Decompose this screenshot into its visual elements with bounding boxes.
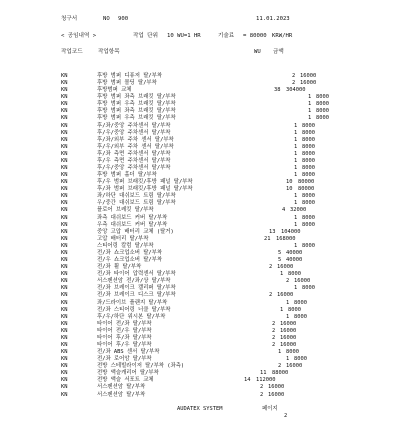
item-description: 플로어 브레킷 탈/부착 [97, 207, 154, 214]
item-description: 후방 범퍼 홀더 탈/부착 [97, 172, 157, 179]
item-description: 후방 범퍼 좌측 브래킷 탈/부착 [97, 94, 176, 101]
list-item [0, 278, 400, 285]
item-code: KN [61, 278, 68, 285]
item-description: 서스펜션암 전/좌/상 탈/부착 [97, 278, 171, 285]
item-wu: 1 [294, 157, 298, 164]
item-amount: 104000 [281, 228, 301, 235]
item-amount: 8000 [302, 129, 315, 136]
item-code: KN [61, 228, 68, 235]
list-item [0, 300, 400, 307]
list-item [0, 215, 400, 222]
item-amount: 8000 [302, 200, 315, 207]
item-wu: 1 [278, 349, 282, 356]
list-item [0, 236, 400, 243]
item-amount: 16000 [280, 341, 297, 348]
item-description: 후/우 측면 주차센서 탈/부착 [97, 157, 171, 164]
item-description: 전/좌 로어암 탈/부착 [97, 356, 152, 363]
item-wu: 1 [294, 129, 298, 136]
item-description: 전/좌 휠 탈/부착 [97, 264, 142, 271]
item-code: KN [61, 214, 68, 221]
doc-no-value: 900 [118, 16, 129, 22]
item-wu: 2 [260, 391, 264, 398]
item-code: KN [61, 186, 68, 193]
item-description: 후방 범퍼 좌측 브래킷 탈/부착 [97, 108, 176, 115]
item-amount: 8000 [316, 115, 329, 122]
item-description: 서스펜션암 탈/부착 [97, 384, 146, 391]
item-code: KN [61, 349, 68, 356]
item-code: KN [61, 363, 68, 370]
item-description: 좌/드라이브 플랜지 탈/부착 [97, 299, 168, 306]
item-code: KN [61, 384, 68, 391]
list-item [0, 101, 400, 108]
item-amount: 16000 [300, 80, 317, 87]
list-item [0, 377, 400, 384]
list-item [0, 130, 400, 137]
list-item [0, 94, 400, 101]
item-code: KN [61, 87, 68, 94]
item-code: KN [61, 235, 68, 242]
item-code: KN [61, 157, 68, 164]
item-amount: 8000 [302, 242, 315, 249]
item-description: 후/우/중앙 주차센서 탈/부착 [97, 165, 171, 172]
list-item [0, 384, 400, 391]
page-number: 2 [284, 413, 288, 419]
item-description: 고압 배터리 탈/부착 [97, 235, 149, 242]
list-item [0, 207, 400, 214]
item-wu: 2 [272, 320, 276, 327]
item-amount: 112000 [256, 377, 276, 384]
item-wu: 1 [308, 108, 312, 115]
item-code: KN [61, 285, 68, 292]
item-wu: 1 [294, 200, 298, 207]
item-amount: 16000 [280, 327, 297, 334]
item-wu: 38 [274, 87, 281, 94]
item-amount: 8000 [302, 157, 315, 164]
item-code: KN [61, 94, 68, 101]
item-wu: 1 [286, 313, 290, 320]
list-item [0, 328, 400, 335]
item-wu: 1 [294, 193, 298, 200]
item-description: 중앙 고압 배터리 교체 (탈거) [97, 228, 174, 235]
list-item [0, 307, 400, 314]
item-amount: 80000 [298, 186, 315, 193]
list-item [0, 370, 400, 377]
item-code: KN [61, 150, 68, 157]
item-amount: 8000 [302, 221, 315, 228]
item-description: 스티어링 칼럼 탈/부착 [97, 242, 154, 249]
item-description: 후방 범퍼 우측 브래킷 탈/부착 [97, 101, 176, 108]
item-code: KN [61, 172, 68, 179]
item-amount: 8000 [288, 271, 301, 278]
item-description: 타이어 후/우 탈/부착 [97, 341, 152, 348]
page-footer [0, 406, 400, 419]
item-code: KN [61, 391, 68, 398]
item-description: 전방 스테빌라이저 탈/부착 (좌측) [97, 363, 185, 370]
list-item [0, 356, 400, 363]
item-wu: 13 [269, 228, 276, 235]
item-wu: 1 [294, 143, 298, 150]
column-header-code: 작업코드 [61, 49, 83, 55]
list-item [0, 363, 400, 370]
item-description: 후방범퍼 교체 [97, 87, 132, 94]
item-code: KN [61, 356, 68, 363]
item-description: 타이어 후/좌 탈/부착 [97, 334, 152, 341]
item-amount: 168000 [276, 235, 296, 242]
item-amount: 88000 [272, 370, 289, 377]
item-wu: 2 [272, 334, 276, 341]
list-item [0, 73, 400, 80]
item-wu: 1 [294, 221, 298, 228]
list-item [0, 285, 400, 292]
item-wu: 2 [272, 327, 276, 334]
item-wu: 1 [294, 172, 298, 179]
list-item [0, 335, 400, 342]
doc-date: 11.01.2023 [256, 16, 290, 22]
item-description: 후/우/하단 위시본 탈/부착 [97, 313, 166, 320]
item-wu: 2 [260, 384, 264, 391]
item-description: 좌/하단 대쉬보드 트림 탈/부착 [97, 193, 176, 200]
item-amount: 32000 [290, 207, 307, 214]
item-amount: 16000 [280, 334, 297, 341]
doc-no-label: NO [103, 16, 110, 22]
item-amount: 8000 [302, 193, 315, 200]
item-description: 전/좌 ABS 센서 탈/부착 [97, 349, 160, 356]
item-description: 우측 대쉬보드 커버 탈/부착 [97, 221, 168, 228]
rate-value: = 80000 [243, 33, 267, 39]
item-wu: 1 [294, 136, 298, 143]
item-amount: 8000 [316, 94, 329, 101]
item-wu: 1 [294, 214, 298, 221]
item-amount: 8000 [302, 136, 315, 143]
item-description: 전/좌 타이어 압력센서 탈/부착 [97, 271, 176, 278]
list-item [0, 321, 400, 328]
item-description: 후/좌/외부 주차 센서 탈/부착 [97, 136, 174, 143]
item-code: KN [61, 292, 68, 299]
item-code: KN [61, 80, 68, 87]
item-code: KN [61, 101, 68, 108]
column-header-amount: 금액 [273, 49, 284, 55]
item-description: 후방 범퍼 우측 브래킷 탈/부착 [97, 115, 176, 122]
item-description: 후/좌 측면 주차센서 탈/부착 [97, 150, 171, 157]
item-code: KN [61, 341, 68, 348]
item-code: KN [61, 73, 68, 79]
item-code: KN [61, 370, 68, 377]
item-code: KN [61, 193, 68, 200]
list-item [0, 151, 400, 158]
item-wu: 2 [286, 278, 290, 285]
list-item [0, 193, 400, 200]
item-code: KN [61, 313, 68, 320]
item-code: KN [61, 327, 68, 334]
item-amount: 8000 [302, 214, 315, 221]
item-amount: 16000 [268, 391, 285, 398]
item-code: KN [61, 249, 68, 256]
item-wu: 2 [292, 73, 296, 79]
item-code: KN [61, 122, 68, 129]
item-amount: 40000 [286, 249, 303, 256]
item-amount: 8000 [302, 285, 315, 292]
item-code: KN [61, 306, 68, 313]
list-item [0, 115, 400, 122]
item-wu: 2 [272, 341, 276, 348]
item-wu: 10 [286, 179, 293, 186]
item-amount: 40000 [286, 257, 303, 264]
item-description: 후방 범퍼 몰딩 탈/부착 [97, 80, 157, 87]
list-item [0, 144, 400, 151]
item-code: KN [61, 165, 68, 172]
list-item [0, 243, 400, 250]
item-amount: 8000 [316, 101, 329, 108]
item-code: KN [61, 242, 68, 249]
item-wu: 1 [308, 115, 312, 122]
item-code: KN [61, 334, 68, 341]
column-header-item: 작업항목 [98, 49, 120, 55]
item-description: 후/우/중앙 주차센서 탈/부착 [97, 129, 171, 136]
item-amount: 16000 [300, 73, 317, 79]
list-item [0, 87, 400, 94]
list-item [0, 314, 400, 321]
list-item [0, 229, 400, 236]
item-description: 전/우 쇼크업소버 탈/부착 [97, 257, 163, 264]
list-item [0, 158, 400, 165]
item-description: 전/좌 브레이크 캘리퍼 탈/부착 [97, 285, 176, 292]
item-wu: 1 [294, 285, 298, 292]
item-wu: 2 [269, 292, 273, 299]
page-label: 페이지 [262, 406, 278, 412]
item-code: KN [61, 108, 68, 115]
item-wu: 10 [286, 186, 293, 193]
item-amount: 8000 [294, 299, 307, 306]
item-description: 우/중간 대쉬보드 트림 탈/부착 [97, 200, 176, 207]
item-wu: 4 [282, 207, 286, 214]
item-wu: 2 [292, 80, 296, 87]
list-item [0, 186, 400, 193]
item-wu: 1 [286, 299, 290, 306]
item-code: KN [61, 257, 68, 264]
item-wu: 1 [280, 306, 284, 313]
list-item [0, 257, 400, 264]
list-item [0, 172, 400, 179]
item-description: 후방 범퍼 디퓨저 탈/부착 [97, 73, 163, 79]
item-amount: 8000 [286, 349, 299, 356]
list-item [0, 80, 400, 87]
list-item [0, 292, 400, 299]
item-description: 서스펜션암 탈/부착 [97, 391, 146, 398]
item-amount: 8000 [302, 165, 315, 172]
item-description: 타이어 전/우 탈/부착 [97, 327, 152, 334]
item-code: KN [61, 115, 68, 122]
rate-label: 기술료 [218, 33, 235, 39]
category-label: < 공임내역 > [61, 33, 97, 39]
item-amount: 16000 [277, 292, 294, 299]
item-amount: 16000 [280, 320, 297, 327]
item-amount: 8000 [316, 108, 329, 115]
item-description: 후/좌 범퍼 브래킷/후방 패널 탈/부착 [97, 186, 193, 193]
item-wu: 1 [294, 122, 298, 129]
item-description: 후/우 범퍼 브래킷/후방 패널 탈/부착 [97, 179, 193, 186]
doc-type: 청구서 [61, 16, 78, 22]
list-item [0, 392, 400, 399]
item-code: KN [61, 207, 68, 214]
item-code: KN [61, 299, 68, 306]
column-header-wu: WU [254, 49, 261, 55]
list-item [0, 342, 400, 349]
item-description: 전/좌 브레이크 디스크 탈/부착 [97, 292, 176, 299]
work-unit-value: 10 WU=1 HR [167, 33, 201, 39]
item-amount: 8000 [302, 172, 315, 179]
item-description: 전방 액슬캐리어 탈/부착 [97, 370, 159, 377]
item-amount: 8000 [302, 122, 315, 129]
item-description: 전/좌 쇼크업소버 탈/부착 [97, 249, 163, 256]
item-description: 후/우/외부 주차 센서 탈/부착 [97, 143, 174, 150]
item-wu: 5 [278, 257, 282, 264]
item-code: KN [61, 143, 68, 150]
item-amount: 16000 [294, 278, 311, 285]
item-amount: 16000 [286, 363, 303, 370]
item-amount: 8000 [302, 143, 315, 150]
list-item [0, 250, 400, 257]
work-items-list [0, 73, 400, 399]
item-code: KN [61, 221, 68, 228]
list-item [0, 200, 400, 207]
item-wu: 2 [278, 363, 282, 370]
list-item [0, 165, 400, 172]
item-wu: 1 [280, 271, 284, 278]
item-description: 전방 액슬 서포트 교체 [97, 377, 154, 384]
list-item [0, 271, 400, 278]
list-item [0, 179, 400, 186]
item-wu: 1 [308, 101, 312, 108]
item-description: 타이어 전/좌 탈/부착 [97, 320, 152, 327]
item-amount: 80000 [298, 179, 315, 186]
system-name: AUDATEX SYSTEM [177, 406, 223, 412]
item-wu: 11 [260, 370, 267, 377]
list-item [0, 222, 400, 229]
item-amount: 8000 [294, 313, 307, 320]
item-amount: 8000 [288, 306, 301, 313]
item-description: 후/좌/중앙 주차센서 탈/부착 [97, 122, 171, 129]
item-amount: 16000 [277, 264, 294, 271]
item-wu: 1 [294, 242, 298, 249]
item-amount: 16000 [268, 384, 285, 391]
item-code: KN [61, 320, 68, 327]
item-wu: 1 [286, 356, 290, 363]
item-code: KN [61, 377, 68, 384]
work-unit-label: 작업 단위 [133, 33, 158, 39]
item-code: KN [61, 271, 68, 278]
item-wu: 21 [264, 235, 271, 242]
list-item [0, 123, 400, 130]
item-amount: 304000 [286, 87, 306, 94]
item-code: KN [61, 136, 68, 143]
item-code: KN [61, 264, 68, 271]
list-item [0, 108, 400, 115]
item-code: KN [61, 179, 68, 186]
rate-unit: KRW/HR [272, 33, 293, 39]
item-amount: 8000 [294, 356, 307, 363]
item-wu: 1 [308, 94, 312, 101]
item-description: 좌측 대쉬보드 커버 탈/부착 [97, 214, 168, 221]
item-wu: 5 [278, 249, 282, 256]
list-item [0, 137, 400, 144]
item-wu: 2 [269, 264, 273, 271]
item-amount: 8000 [302, 150, 315, 157]
item-code: KN [61, 129, 68, 136]
item-code: KN [61, 200, 68, 207]
list-item [0, 264, 400, 271]
item-wu: 1 [294, 150, 298, 157]
item-description: 전/좌 스티어링 너클 탈/부착 [97, 306, 171, 313]
item-wu: 1 [294, 165, 298, 172]
list-item [0, 349, 400, 356]
item-wu: 14 [244, 377, 251, 384]
